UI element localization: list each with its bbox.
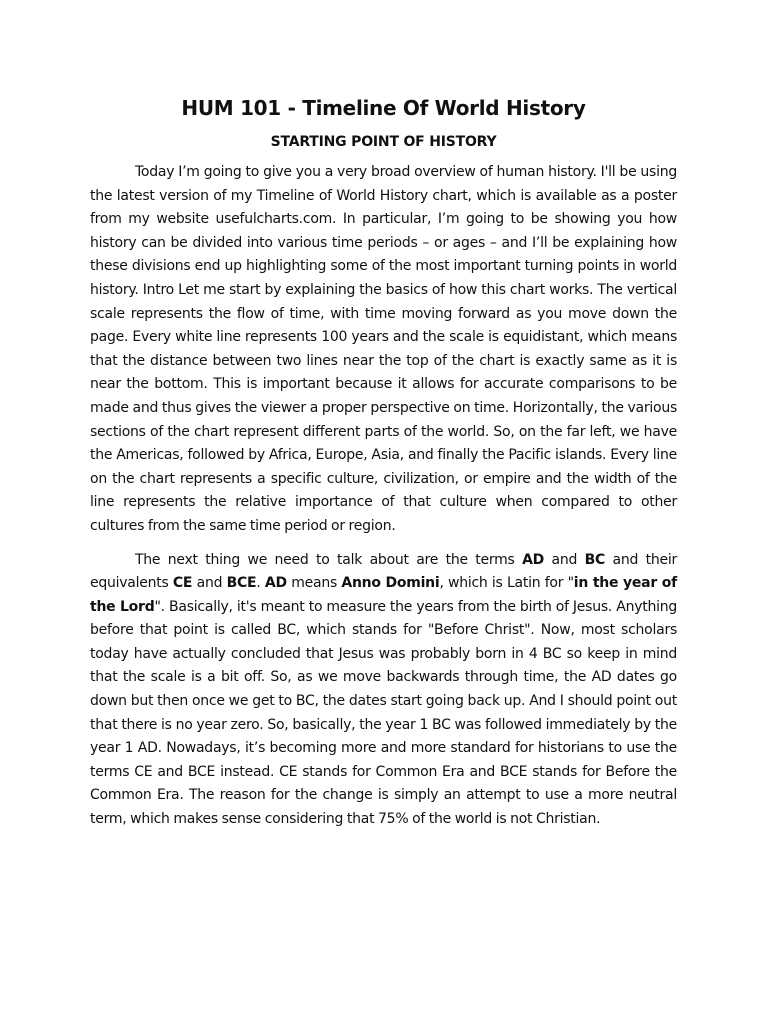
paragraph-text-run: and their equivalents — [90, 551, 677, 592]
bold-term-bce: BCE — [226, 575, 257, 592]
bold-term-bc: BC — [584, 551, 606, 568]
paragraph-text-run: ". Basically, it's meant to measure the years from the birth of Jesus. Anything before that point is called BC, which stands for "Before Christ". Now, most scholars today have actually concluded that Jesus was probably born in 4 BC so keep in mind that the scale is a bit off. So, as we move backwards through time, the AD dates go down but then once we get to BC, the dates start going back up. And I should point out that there is no year zero. So, basically, the year 1 BC was followed immediately by the year 1 AD. Nowadays, it’s becoming more and more standard for historians to use the terms CE and BCE instead. CE stands for Common Era and BCE stands for Before the Common Era. The reason for the change is simply an attempt to use a more neutral term, which makes sense considering that 75% of the world is not Christian. — [90, 598, 678, 828]
paragraph-text-run: means — [286, 575, 342, 592]
document-title: HUM 101 - Timeline Of World History — [181, 96, 586, 120]
bold-term-ce: CE — [172, 575, 193, 592]
bold-term-anno-domini: Anno Domini — [341, 575, 440, 592]
section-heading: STARTING POINT OF HISTORY — [270, 134, 497, 150]
bold-term-ad-second: AD — [264, 575, 287, 592]
paragraph-ad-bc — [90, 549, 677, 832]
document-page — [90, 95, 677, 832]
paragraph-text-run: , which is Latin for " — [439, 575, 574, 592]
bold-term-ad: AD — [522, 551, 545, 568]
paragraph-text-run: and — [544, 551, 585, 568]
paragraph-text-run: . — [256, 575, 265, 592]
paragraph-intro: Today I’m going to give you a very broad overview of human history. I'll be using the latest version of my Timeline of World History chart, which is available as a poster from my website usefulcharts.com. In particular, I’m going to be showing you how history can be divided into various time periods – or ages – and I’ll be explaining how these divisions end up highlighting some of the most important turning points in world history. Intro Let me start by explaining the basics of how this chart works. The vertical scale represents the flow of time, with time moving forward as you move down the page. Every white line represents 100 years and the scale is equidistant, which means that the distance between two lines near the top of the chart is exactly same as it is near the bottom. This is important because it allows for accurate comparisons to be made and thus gives the viewer a proper perspective on time. Horizontally, the various sections of the chart represent different parts of the world. So, on the far left, we have the Americas, followed by Africa, Europe, Asia, and finally the Pacific islands. Every line on the chart represents a specific culture, civilization, or empire and the width of the line represents the relative importance of that culture when compared to other cultures from the same time period or region. — [90, 164, 677, 534]
bold-phrase-year-of-lord: in the year of the Lord — [90, 575, 677, 615]
paragraph-text-run: The next thing we need to talk about are the terms — [135, 551, 523, 568]
paragraph-text-run: and — [192, 575, 227, 592]
